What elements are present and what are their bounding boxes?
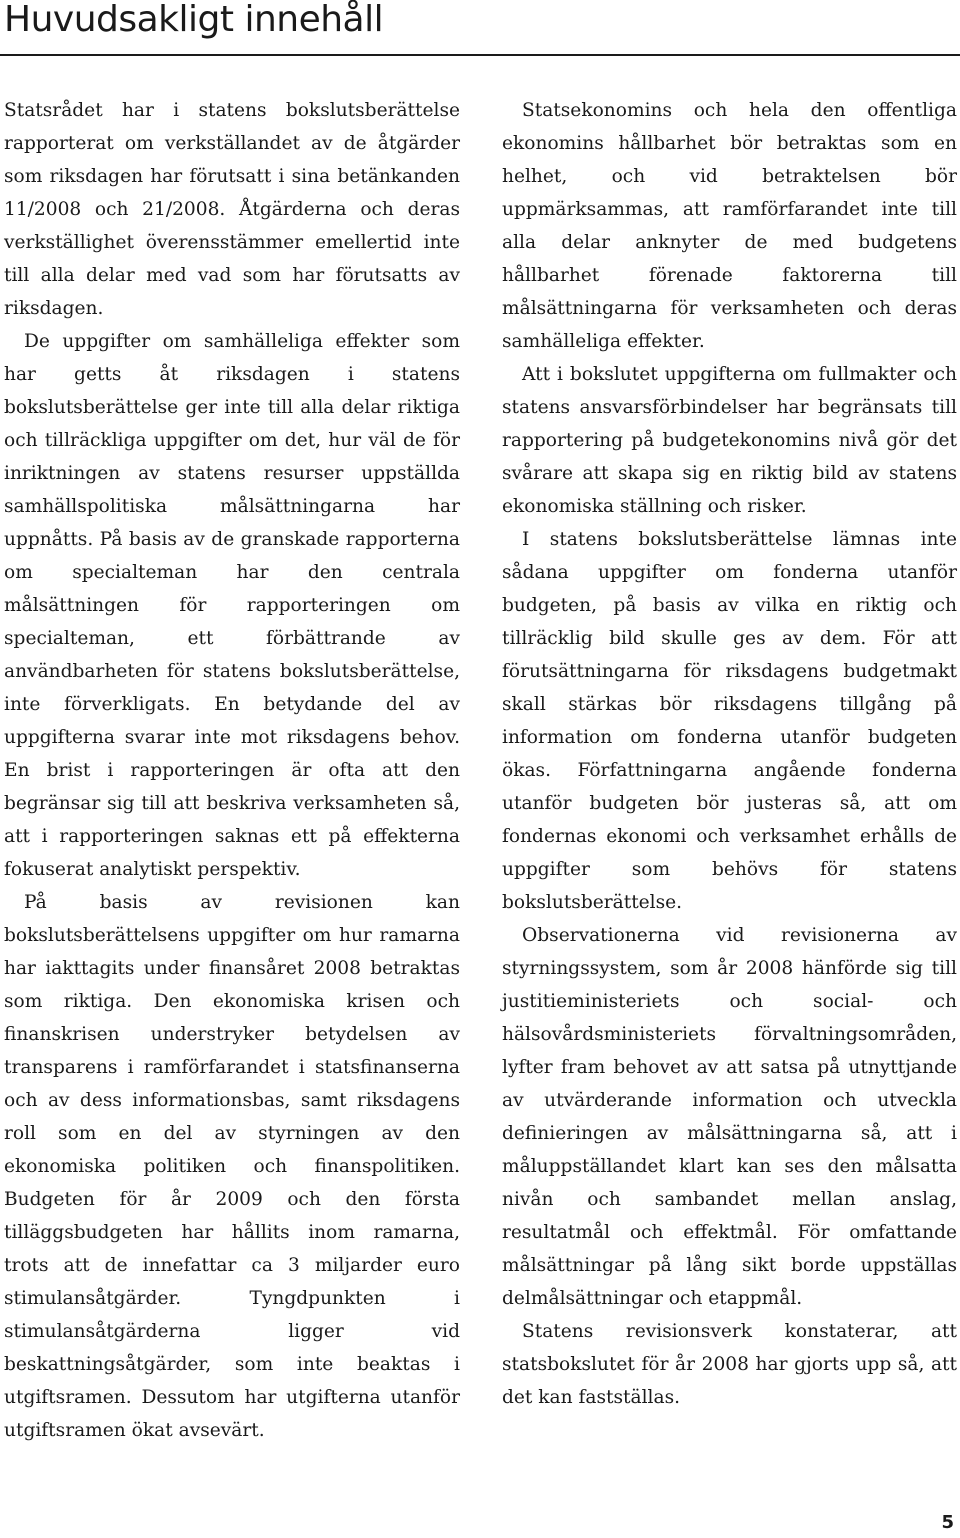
right-column: [502, 94, 957, 1414]
left-column: [4, 94, 460, 1447]
paragraph: Att i bokslutet uppgifterna om fullmakter och statens ansvarsförbindelser har begränsats till rapportering på budgetekonomins nivå gör det svårare att skapa sig en riktig bild av statens ekonomiska ställning och risker.: [502, 364, 957, 517]
page-number: 5: [941, 1512, 954, 1533]
paragraph: Statsrådet har i statens bokslutsberättelse rapporterat om verkställandet av de åtgärder som riksdagen har förutsatt i sina betänkanden 11/2008 och 21/2008. Åtgärderna och deras verkställighet överensstämmer emellertid inte till alla delar med vad som har förutsatts av riksdagen.: [4, 100, 460, 319]
paragraph: I statens bokslutsberättelse lämnas inte sådana uppgifter om fonderna utanför budgeten, på basis av vilka en riktig och tillräcklig bild skulle ges av dem. För att förutsättningarna för riksdagens budgetmakt skall stärkas bör riksdagens tillgång på information om fonderna utanför budgeten ökas. Författningarna angående fonderna utanför budgeten bör justeras så, att om fondernas ekonomi och verksamhet erhålls de uppgifter som behövs för statens bokslutsberättelse.: [502, 529, 957, 913]
paragraph: På basis av revisionen kan bokslutsberättelsens uppgifter om hur ramarna har iakttagits under finansåret 2008 betraktas som riktiga. Den ekonomiska krisen och finanskrisen understryker betydelsen av transparens i ramförfarandet i statsfinanserna och av dess informationsbas, samt riksdagens roll som en del av styrningen av den ekonomiska politiken och finanspolitiken. Budgeten för år 2009 och den första tilläggsbudgeten har hållits inom ramarna, trots att de innefattar ca 3 miljarder euro stimulansåtgärder. Tyngdpunkten i stimulansåtgärderna ligger vid beskattningsåtgärder, som inte beaktas i utgiftsramen. Dessutom har utgifterna utanför utgiftsramen ökat avsevärt.: [4, 892, 460, 1441]
paragraph: Observationerna vid revisionerna av styrningssystem, som år 2008 hänförde sig till justitieministeriets och social- och hälsovårdsministeriets förvaltningsområden, lyfter fram behovet av att satsa på utnyttjande av utvärderande information och utveckla definieringen av målsättningarna så, att i måluppställandet klart kan ses den målsatta nivån och sambandet mellan anslag, resultatmål och effektmål. För omfattande målsättningar på lång sikt borde uppställas delmålsättningar och etappmål.: [502, 925, 957, 1309]
paragraph: De uppgifter om samhälleliga effekter som har getts åt riksdagen i statens bokslutsberättelse ger inte till alla delar riktiga och tillräckliga uppgifter om det, hur väl de för inriktningen av statens resurser uppställda samhällspolitiska målsättningarna har uppnåtts. På basis av de granskade rapporterna om specialteman har den centrala målsättningen för rapporteringen om specialteman, ett förbättrande av användbarheten för statens bokslutsberättelse, inte förverkligats. En betydande del av uppgifterna svarar inte mot riksdagens behov. En brist i rapporteringen är ofta att den begränsar sig till att beskriva verksamheten så, att i rapporteringen saknas ett på effekterna fokuserat analytiskt perspektiv.: [4, 331, 460, 880]
title-rule: [0, 54, 960, 56]
paragraph: Statens revisionsverk konstaterar, att statsbokslutet för år 2008 har gjorts upp så, att det kan fastställas.: [502, 1321, 957, 1408]
page-title: Huvudsakligt innehåll: [4, 0, 384, 40]
paragraph: Statsekonomins och hela den offentliga ekonomins hållbarhet bör betraktas som en helhet, och vid betraktelsen bör uppmärksammas, att ramförfarandet inte till alla delar anknyter de med budgetens hållbarhet förenade faktorerna till målsättningarna för verksamheten och deras samhälleliga effekter.: [502, 100, 957, 352]
